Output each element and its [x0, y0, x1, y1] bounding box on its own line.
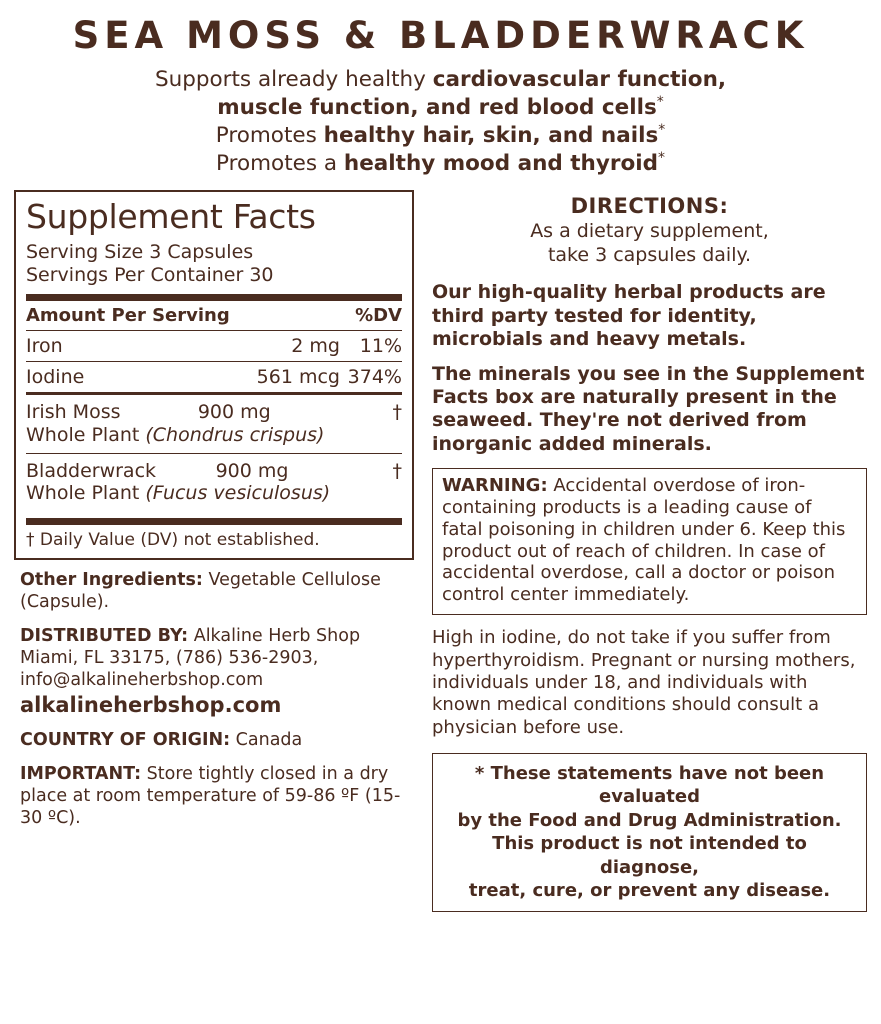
important-label: IMPORTANT: [20, 764, 142, 785]
claim-4-asterisk: * [658, 149, 665, 166]
minerals-paragraph: The minerals you see in the Supplement Facts box are naturally present in the seaweed. They're not derived from inorganic added minerals. [432, 362, 865, 455]
nutrient-row-iodine [26, 362, 402, 392]
divider-thick-top [26, 294, 402, 301]
other-ingredients [20, 570, 412, 614]
country-of-origin [20, 730, 412, 752]
fda-disclaimer-box [432, 753, 867, 912]
claim-4-bold: healthy mood and thyroid [343, 151, 658, 177]
claim-4-plain: Promotes a [215, 151, 344, 177]
right-column [432, 190, 867, 912]
herb-part: Whole Plant [26, 482, 146, 505]
herb-name: Irish Moss [26, 400, 121, 423]
nutrient-name: Iron [26, 334, 63, 357]
claim-line-3 [14, 122, 867, 150]
herb-part: Whole Plant [26, 423, 146, 446]
left-info-block [14, 560, 414, 830]
claim-3-asterisk: * [658, 121, 666, 138]
directions-body [432, 220, 867, 268]
claim-line-1 [14, 67, 867, 94]
warning-box [432, 468, 867, 616]
serving-size: Serving Size 3 Capsules [26, 240, 254, 263]
country-of-origin-value: Canada [230, 730, 303, 751]
content-columns [14, 190, 867, 912]
supplement-facts-title: Supplement Facts [26, 196, 316, 236]
nutrient-dv: 374% [347, 365, 402, 388]
nutrient-amount: 561 mcg [256, 365, 340, 388]
directions-line-2: take 3 capsules daily. [547, 243, 752, 266]
herb-latin-name: (Chondrus crispus) [145, 423, 325, 446]
other-ingredients-label: Other Ingredients: [20, 570, 203, 591]
website-link[interactable]: alkalineherbshop.com [20, 692, 282, 717]
herb-row-bladderwrack [26, 454, 402, 512]
claim-3-plain: Promotes [215, 123, 324, 149]
left-column [14, 190, 414, 842]
other-ingredients-value: Vegetable Cellulose (Capsule). [20, 570, 381, 613]
directions-line-1: As a dietary supplement, [530, 219, 769, 242]
country-of-origin-label: COUNTRY OF ORIGIN: [20, 730, 231, 751]
iodine-caution-paragraph: High in iodine, do not take if you suffer from hyperthyroidism. Pregnant or nursing mothers, individuals under 18, and individuals with known medical conditions should consult a physician before use. [432, 627, 856, 738]
supplement-facts-panel [14, 190, 414, 560]
address-line: Miami, FL 33175, (786) 536-2903, [20, 647, 319, 668]
claim-2-asterisk: * [656, 93, 664, 110]
claim-line-4 [14, 150, 867, 178]
disclaimer-line-4: treat, cure, or prevent any disease. [468, 879, 831, 901]
nutrient-dv: 11% [359, 334, 402, 357]
daily-value-footnote: † Daily Value (DV) not established. [26, 530, 320, 551]
claim-2-bold: muscle function, and red blood cells [217, 95, 657, 121]
claim-line-2 [14, 94, 867, 122]
important-value: Store tightly closed in a dry place at room temperature of 59-86 ºF (15-30 ºC). [20, 764, 401, 829]
herb-amount: 900 mg [197, 400, 271, 423]
email-address[interactable]: info@alkalineherbshop.com [20, 669, 264, 690]
disclaimer-line-2: by the Food and Drug Administration. [457, 809, 842, 831]
facts-column-headers [26, 301, 402, 330]
claim-1-bold: cardiovascular function, [432, 67, 727, 92]
product-title: SEA MOSS & BLADDERWRACK [72, 14, 809, 57]
disclaimer-line-1: * These statements have not been evaluated [474, 762, 825, 808]
claim-3-bold: healthy hair, skin, and nails [323, 123, 659, 149]
divider-thick-bottom [26, 518, 402, 525]
header-amount-per-serving: Amount Per Serving [26, 304, 230, 326]
nutrient-amount: 2 mg [291, 334, 340, 357]
distributed-by-value: Alkaline Herb Shop [188, 625, 361, 646]
herb-dv: † [392, 400, 402, 423]
distributed-by-label: DISTRIBUTED BY: [20, 625, 189, 646]
warning-text: Accidental overdose of iron-containing products is a leading cause of fatal poisoning in children under 6. Keep this product out of reach of children. In case of accidental overdose, call a doctor or poison control center immediately. [442, 474, 846, 606]
claim-1-plain: Supports already healthy [154, 67, 433, 92]
warning-label: WARNING: [442, 474, 548, 496]
herb-amount: 900 mg [215, 459, 289, 482]
herb-row-irish-moss [26, 395, 402, 453]
product-claims [14, 67, 867, 178]
nutrient-row-iron [26, 331, 402, 361]
header-percent-dv: %DV [355, 304, 402, 326]
servings-per-container: Servings Per Container 30 [26, 263, 274, 286]
directions-title: DIRECTIONS: [570, 193, 729, 218]
disclaimer-line-3: This product is not intended to diagnose, [492, 833, 807, 878]
distributed-by [20, 626, 412, 719]
quality-paragraph: Our high-quality herbal products are third party tested for identity, microbials and heavy metals. [432, 281, 826, 350]
nutrient-name: Iodine [26, 365, 85, 388]
important-storage [20, 764, 412, 830]
herb-dv: † [392, 459, 402, 482]
herb-latin-name: (Fucus vesiculosus) [145, 482, 331, 505]
herb-name: Bladderwrack [26, 459, 157, 482]
